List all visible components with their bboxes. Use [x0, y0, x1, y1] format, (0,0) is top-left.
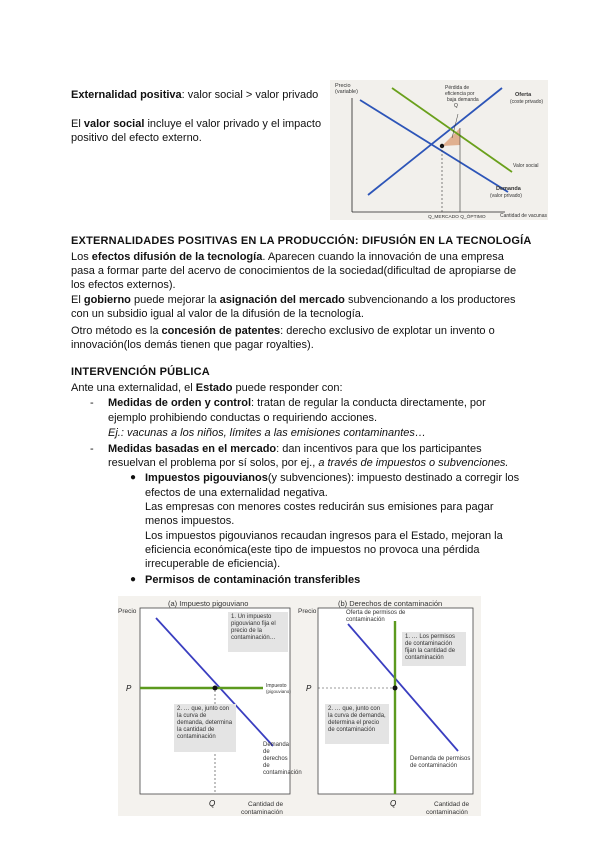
m1-line-2: ejemplo prohibiendo conductas o requiriendo acciones.	[108, 412, 378, 424]
loss-label-4: Q	[454, 103, 458, 109]
loss-label-1: Pérdida de	[445, 85, 470, 91]
demand-sub-label: (valor privado)	[490, 193, 522, 199]
panel-a-note-1: 1. Un impuesto pigouviano fija el precio de la contaminación…	[228, 612, 288, 652]
pollution-diagrams	[118, 596, 481, 816]
externality-diagram-svg	[330, 80, 548, 220]
p2-line-2: con un subsidio igual al valor de la difusión de la tecnología.	[71, 308, 364, 320]
section-title-difusion: EXTERNALIDADES POSITIVAS EN LA PRODUCCIÓN: DIFUSIÓN EN LA TECNOLOGÍA	[71, 235, 532, 247]
panel-a-impuesto-label: Impuesto	[266, 683, 287, 689]
demand-label: Demanda	[496, 186, 521, 192]
s1-line-5: Los impuestos pigouvianos recaudan ingresos para el Estado, mejoran la	[145, 530, 503, 542]
s1-line-4: menos impuestos.	[145, 515, 235, 527]
panel-a-xlabel-1: Cantidad de	[248, 801, 284, 808]
panel-b-note-2: 2. … que, junto con la curva de demanda, determina el precio de contaminación	[325, 704, 389, 744]
dot-bullet-2: ●	[130, 574, 137, 585]
section-title-intervencion: INTERVENCIÓN PÚBLICA	[71, 366, 210, 378]
panel-a-q: Q	[209, 799, 216, 808]
pollution-diagrams-svg	[118, 596, 481, 816]
x-axis-label: Cantidad de vacunas	[500, 213, 547, 219]
externalidad-positiva-line: Externalidad positiva: valor social > valor privado	[71, 89, 319, 101]
dash-bullet-2: -	[90, 443, 94, 455]
s1-line-6: eficiencia económica(este tipo de impuestos no provoca una pérdida	[145, 544, 480, 556]
loss-label-3: baja demanda	[447, 97, 479, 103]
s1-line-3: Las empresas con menores costes reducirán sus emisiones para pagar	[145, 501, 494, 513]
y-axis-label-2: (variable)	[335, 89, 358, 95]
panel-b-demand-label: Demanda de permisos de contaminación	[410, 756, 471, 769]
panel-b-note-1: 1. … Los permisos de contaminación fijan la cantidad de contaminación	[402, 632, 466, 666]
panel-b-xlabel-2: contaminación	[426, 809, 468, 816]
supply-curve	[368, 88, 502, 195]
intervencion-intro: Ante una externalidad, el Estado puede responder con:	[71, 382, 343, 394]
panel-b-supply-label: Oferta de permisos de contaminación	[346, 610, 406, 623]
panel-a-demand-label: Demanda de derechos de contaminación	[263, 742, 302, 776]
panel-b-xlabel-1: Cantidad de	[434, 801, 470, 808]
loss-label-2: eficiencia por	[445, 91, 475, 97]
y-axis-label: Precio	[335, 83, 351, 89]
panel-a-equilibrium	[213, 686, 218, 691]
panel-b-title: (b) Derechos de contaminación	[338, 599, 443, 608]
s1-line-2: efectos de una externalidad negativa.	[145, 487, 328, 499]
supply-label: Oferta	[515, 92, 532, 98]
p3-line-1: Otro método es la concesión de patentes: derecho exclusivo de explotar un invento o	[71, 325, 495, 337]
valor-social-line: El valor social incluye el valor privado y el impacto	[71, 118, 322, 130]
panel-a-ylabel: Precio	[118, 608, 137, 615]
externality-diagram	[330, 80, 548, 220]
p1-line-1: Los efectos difusión de la tecnología. Aparecen cuando la innovación de una empresa	[71, 251, 504, 263]
social-value-label: Valor social	[513, 163, 539, 169]
loss-triangle	[442, 128, 460, 146]
panel-a-xlabel-2: contaminación	[241, 809, 283, 816]
p3-line-2: innovación(los demás tienen que pagar royalties).	[71, 339, 314, 351]
panel-b-q: Q	[390, 799, 397, 808]
s1-line-7: irrecuperable de eficiencia).	[145, 558, 281, 570]
p1-line-2: pasa a formar parte del acervo de conocimientos de la sociedad(dificultad de apropiarse de	[71, 265, 517, 277]
supply-sub-label: (coste privado)	[510, 99, 544, 105]
panel-a-note-2: 2. … que, junto con la curva de demanda, determina la cantidad de contaminación	[174, 704, 236, 752]
demand-curve	[360, 100, 508, 192]
panel-a-p: P	[126, 684, 132, 693]
panel-a-impuesto-sub: (pigouviano)	[266, 689, 291, 694]
dash-bullet: -	[90, 397, 94, 409]
m2-line-2: resuelvan el problema por sí solos, por ej., a través de impuestos o subvenciones.	[108, 457, 509, 469]
m1-example: Ej.: vacunas a los niños, límites a las emisiones contaminantes…	[108, 427, 426, 439]
valor-social-line-2: positivo del efecto externo.	[71, 132, 202, 144]
panel-b-ylabel: Precio	[298, 608, 317, 615]
q-labels: Q_MERCADO Q_ÓPTIMO	[428, 215, 486, 220]
dot-bullet: ●	[130, 472, 137, 483]
p1-line-3: los efectos externos).	[71, 279, 176, 291]
p2-line-1: El gobierno puede mejorar la asignación del mercado subvencionando a los productores	[71, 294, 516, 306]
panel-a-title: (a) Impuesto pigouviano	[168, 599, 249, 608]
panel-b-p: P	[306, 684, 312, 693]
